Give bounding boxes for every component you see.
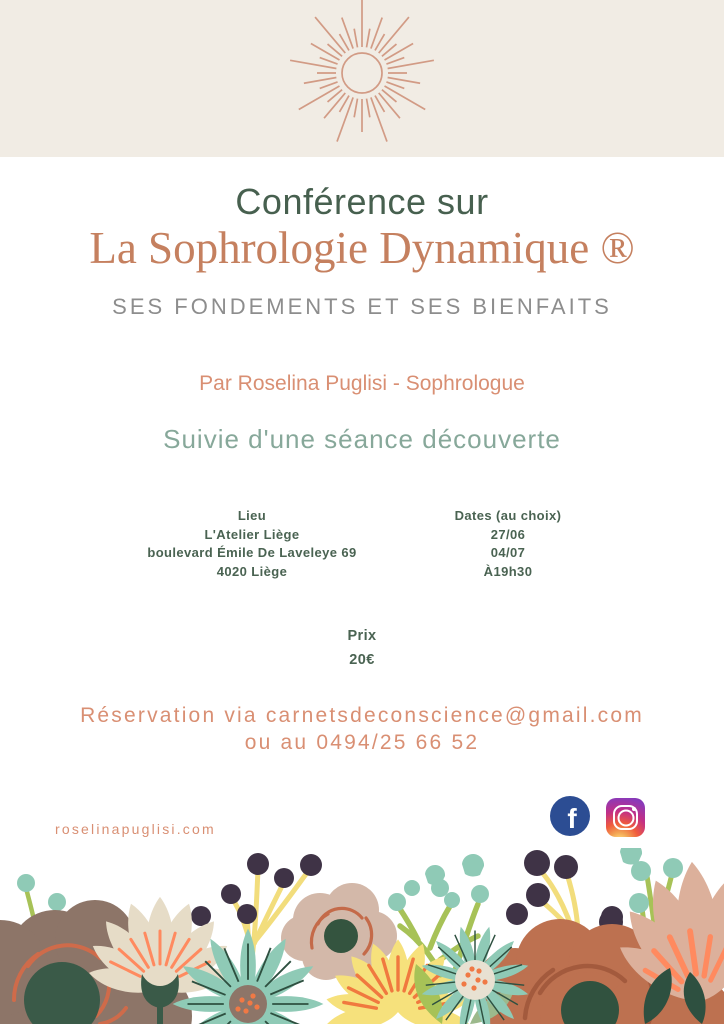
instagram-camera-lens [617,809,634,826]
instagram-icon[interactable] [606,798,645,837]
reservation-phone-line: ou au 0494/25 66 52 [244,731,480,754]
dates-heading: Dates (au choix) [454,508,562,523]
location-heading: Lieu [237,508,267,523]
conference-title: Conférence sur [235,181,489,222]
time-line: À19h30 [483,563,533,579]
price-value: 20€ [349,652,375,668]
speaker-line: Par Roselina Puglisi - Sophrologue [199,372,525,395]
reservation-block [0,702,724,756]
floral-border-illustration [0,848,724,1024]
location-line: 4020 Liège [216,563,288,579]
facebook-icon[interactable] [550,796,590,836]
price-block [0,624,724,672]
website-link: roselinapuglisi.com [55,821,216,837]
instagram-camera-flash-dot [632,807,636,811]
reservation-email-line: Réservation via carnetsdeconscience@gmail.com [80,704,644,727]
header-band [0,0,724,157]
price-heading: Prix [347,628,377,644]
date-option: 04/07 [490,545,526,560]
dates-block [398,507,618,581]
location-line: boulevard Émile De Laveleye 69 [147,545,357,560]
session-note: Suivie d'une séance découverte [163,424,561,454]
facebook-glyph: f [567,803,577,834]
location-block [102,507,402,581]
sunburst-icon [0,0,724,157]
subtitle: SES FONDEMENTS ET SES BIENFAITS [112,294,612,319]
location-line: L'Atelier Liège [204,526,300,542]
date-option: 27/06 [490,526,526,542]
main-title: La Sophrologie Dynamique ® [89,223,635,273]
